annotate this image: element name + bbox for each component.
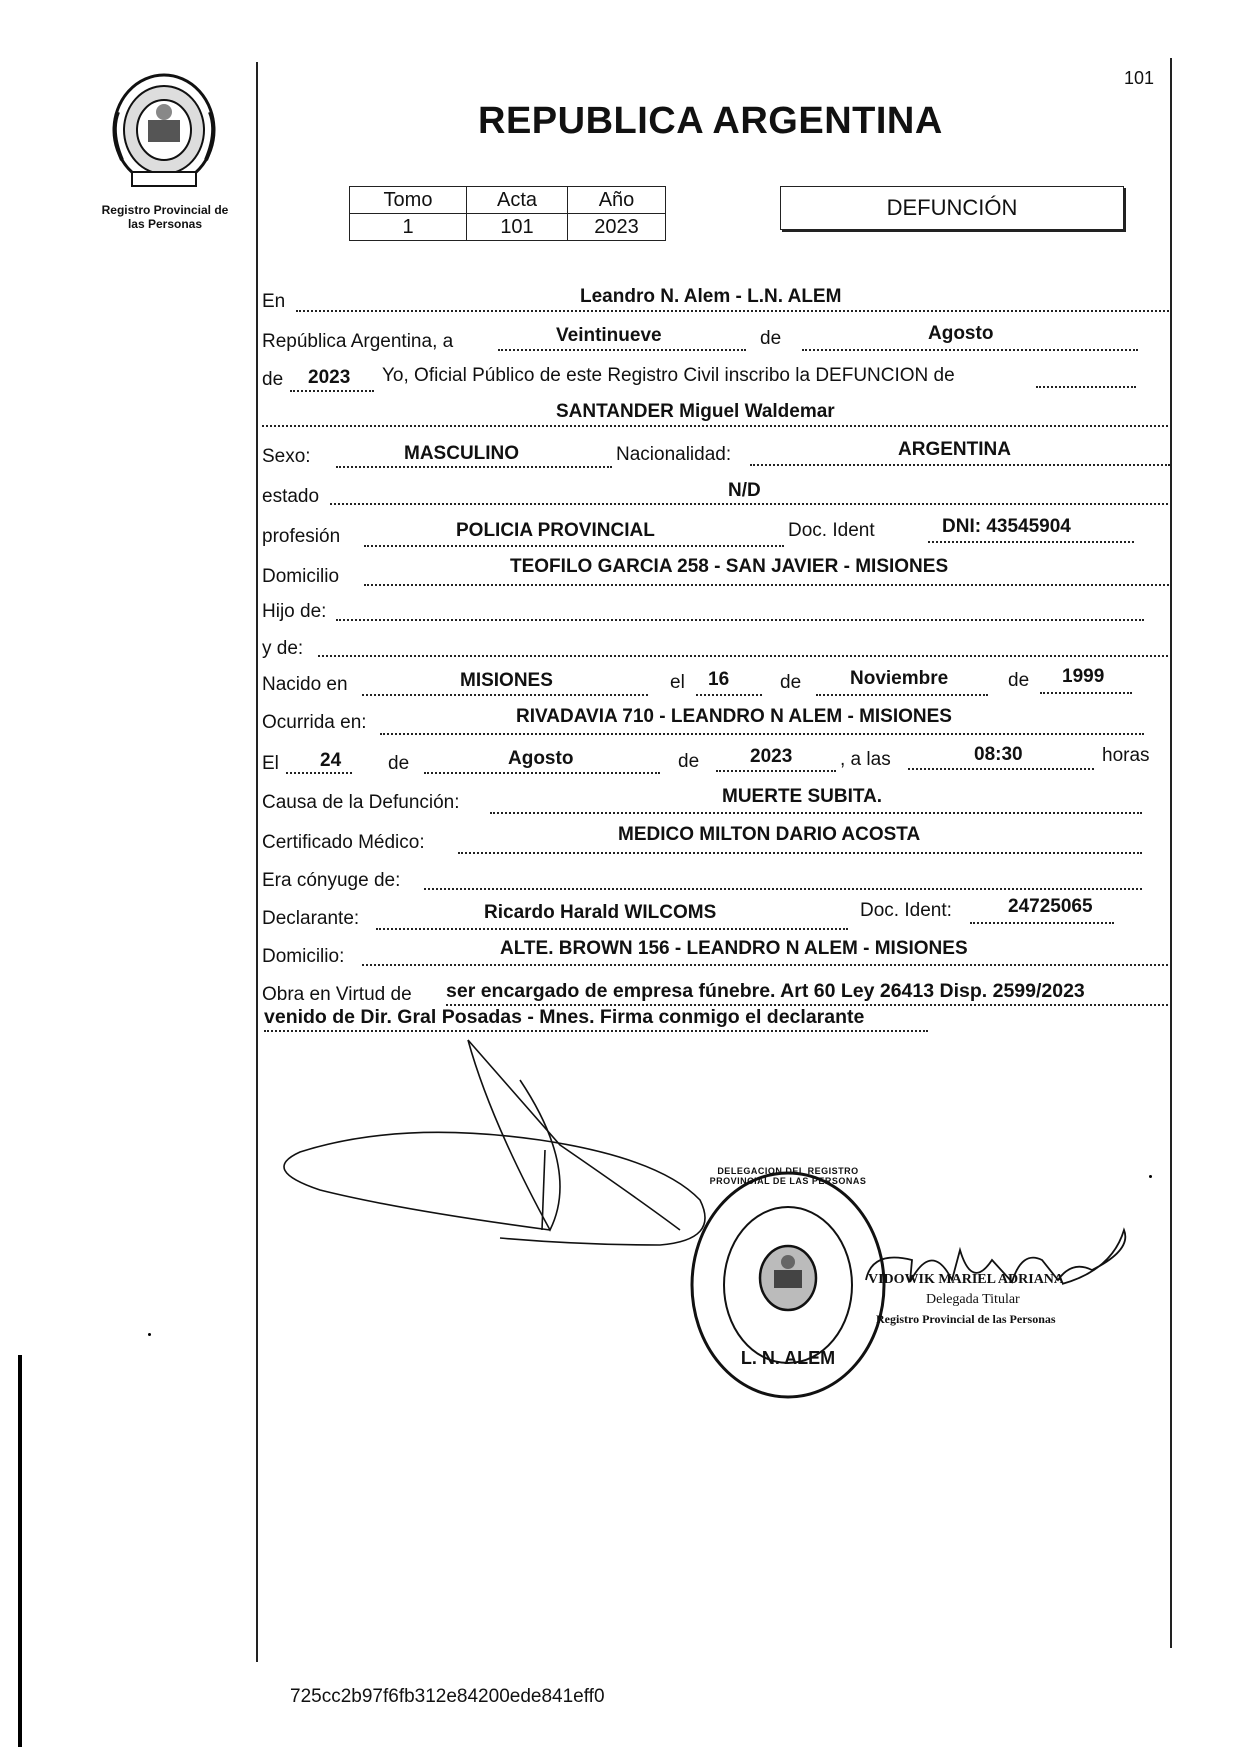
field-obra-line1: ser encargado de empresa fúnebre. Art 60 Ley 26413 Disp. 2599/2023 [446, 980, 1085, 1002]
dots-def-mes [424, 772, 660, 774]
dots-def-dia [286, 772, 352, 774]
dots-def-anio [716, 770, 836, 772]
dots-dia [498, 349, 746, 351]
dots-nac-anio [1040, 692, 1132, 694]
dots-nacionalidad [750, 464, 1170, 466]
field-causa: MUERTE SUBITA. [722, 786, 883, 807]
left-margin-line [256, 62, 258, 1662]
label-declarante: Declarante: [262, 908, 360, 929]
seal-bottom-text: L. N. ALEM [740, 1348, 836, 1368]
label-conyuge: Era cónyuge de: [262, 870, 401, 891]
field-doc: DNI: 43545904 [942, 516, 1071, 537]
seal-ring-text: DELEGACION DEL REGISTRO PROVINCIAL DE LAS PERSONAS [709, 1166, 867, 1186]
label-a-las: , a las [840, 749, 891, 770]
dots-ocurrida-en [380, 733, 1144, 735]
dots-nac-mes [816, 694, 988, 696]
label-republica: República Argentina, a [262, 331, 454, 352]
field-declarante-dom: ALTE. BROWN 156 - LEANDRO N ALEM - MISIONES [500, 938, 968, 959]
field-obra-line2: venido de Dir. Gral Posadas - Mnes. Firma conmigo el declarante [264, 1006, 865, 1028]
label-doc-ident-2: Doc. Ident: [860, 900, 952, 921]
field-declarante-doc: 24725065 [1008, 896, 1093, 917]
label-obra: Obra en Virtud de [262, 984, 412, 1005]
label-certificado: Certificado Médico: [262, 832, 425, 853]
label-horas: horas [1102, 745, 1150, 766]
dots-hijo-de [336, 619, 1144, 621]
label-el-1: el [670, 672, 685, 693]
field-dia-letras: Veintinueve [556, 325, 662, 346]
value-acta: 101 [467, 214, 568, 241]
dots-certificado [458, 852, 1142, 854]
label-nacido-en: Nacido en [262, 674, 348, 695]
label-de-4: de [1008, 670, 1030, 691]
page-number: 101 [1124, 68, 1155, 88]
field-profesion: POLICIA PROVINCIAL [456, 520, 655, 541]
field-estado: N/D [728, 480, 761, 501]
label-el-2: El [262, 753, 279, 774]
header-acta: Acta [467, 187, 568, 214]
field-nac-dia: 16 [708, 669, 730, 690]
field-hora: 08:30 [974, 744, 1023, 765]
scan-speck [148, 1333, 151, 1336]
dots-nac-dia [696, 694, 762, 696]
field-nac-anio: 1999 [1062, 666, 1105, 687]
field-sexo: MASCULINO [404, 443, 520, 464]
declarant-signature [280, 1040, 720, 1270]
field-def-anio: 2023 [750, 746, 793, 767]
label-hijo-de: Hijo de: [262, 601, 327, 622]
value-tomo: 1 [350, 214, 467, 241]
field-nacionalidad: ARGENTINA [898, 439, 1011, 460]
value-anio: 2023 [568, 214, 666, 241]
field-anio: 2023 [308, 367, 351, 388]
officer-role: Delegada Titular [926, 1292, 1020, 1307]
registry-label-line1: Registro Provincial de [101, 203, 229, 217]
province-emblem [108, 72, 220, 192]
scan-edge [18, 1355, 22, 1747]
dots-estado [330, 503, 1172, 505]
dots-hora [908, 768, 1094, 770]
dots-declarante [376, 928, 848, 930]
label-yo: Yo, Oficial Público de este Registro Civil inscribo la DEFUNCION de [382, 365, 955, 386]
dots-causa [490, 812, 1142, 814]
document-hash: 725cc2b97f6fb312e84200ede841eff0 [290, 1686, 605, 1707]
page-title: REPUBLICA ARGENTINA [478, 100, 943, 142]
dots-nacido-en [362, 694, 648, 696]
dots-domicilio [364, 584, 1172, 586]
dots-conyuge [424, 888, 1142, 890]
label-domicilio-2: Domicilio: [262, 946, 345, 967]
field-localidad: Leandro N. Alem - L.N. ALEM [580, 286, 842, 307]
header-tomo: Tomo [350, 187, 467, 214]
dots-yo-end [1036, 386, 1136, 388]
dots-anio [290, 390, 374, 392]
label-profesion: profesión [262, 526, 341, 547]
label-doc-ident: Doc. Ident [788, 520, 875, 541]
label-ocurrida-en: Ocurrida en: [262, 712, 367, 733]
label-de-2: de [262, 369, 284, 390]
label-causa: Causa de la Defunción: [262, 792, 460, 813]
field-nacido-en: MISIONES [460, 670, 553, 691]
officer-name: VIDOWIK MARIEL ADRIANA [868, 1272, 1065, 1287]
label-sexo: Sexo: [262, 446, 311, 467]
field-certificado: MEDICO MILTON DARIO ACOSTA [618, 824, 921, 845]
dots-declarante-doc [970, 922, 1114, 924]
label-de-5: de [388, 753, 410, 774]
label-en: En [262, 291, 286, 312]
dots-domicilio-2 [362, 964, 1172, 966]
label-estado: estado [262, 486, 320, 507]
record-type-box [780, 186, 1124, 230]
field-nombre: SANTANDER Miguel Waldemar [556, 401, 835, 422]
record-table [349, 186, 666, 241]
dots-mes [802, 349, 1138, 351]
officer-signature [862, 1220, 1142, 1300]
registry-label [80, 203, 250, 231]
dots-doc [928, 541, 1134, 543]
dots-y-de [318, 655, 1172, 657]
header-anio: Año [568, 187, 666, 214]
label-nacionalidad: Nacionalidad: [616, 444, 732, 465]
field-declarante: Ricardo Harald WILCOMS [484, 902, 717, 923]
field-def-dia: 24 [320, 750, 342, 771]
officer-office: Registro Provincial de las Personas [876, 1312, 1056, 1326]
field-mes: Agosto [928, 323, 994, 344]
field-ocurrida-en: RIVADAVIA 710 - LEANDRO N ALEM - MISIONES [516, 706, 952, 727]
label-de-6: de [678, 751, 700, 772]
record-type: DEFUNCIÓN [886, 195, 1018, 220]
margin-dot [1149, 1175, 1152, 1178]
dots-obra-2 [264, 1030, 928, 1032]
field-domicilio: TEOFILO GARCIA 258 - SAN JAVIER - MISIONES [510, 556, 949, 577]
dots-profesion [364, 545, 784, 547]
label-de-1: de [760, 328, 782, 349]
label-domicilio: Domicilio [262, 566, 340, 587]
field-nac-mes: Noviembre [850, 668, 949, 689]
label-y-de: y de: [262, 638, 304, 659]
dots-en [296, 310, 1172, 312]
field-def-mes: Agosto [508, 748, 574, 769]
dots-sexo [336, 466, 612, 468]
registry-label-line2: las Personas [127, 217, 203, 231]
dots-nombre [262, 425, 1172, 427]
right-margin-line [1170, 58, 1172, 1648]
label-de-3: de [780, 672, 802, 693]
